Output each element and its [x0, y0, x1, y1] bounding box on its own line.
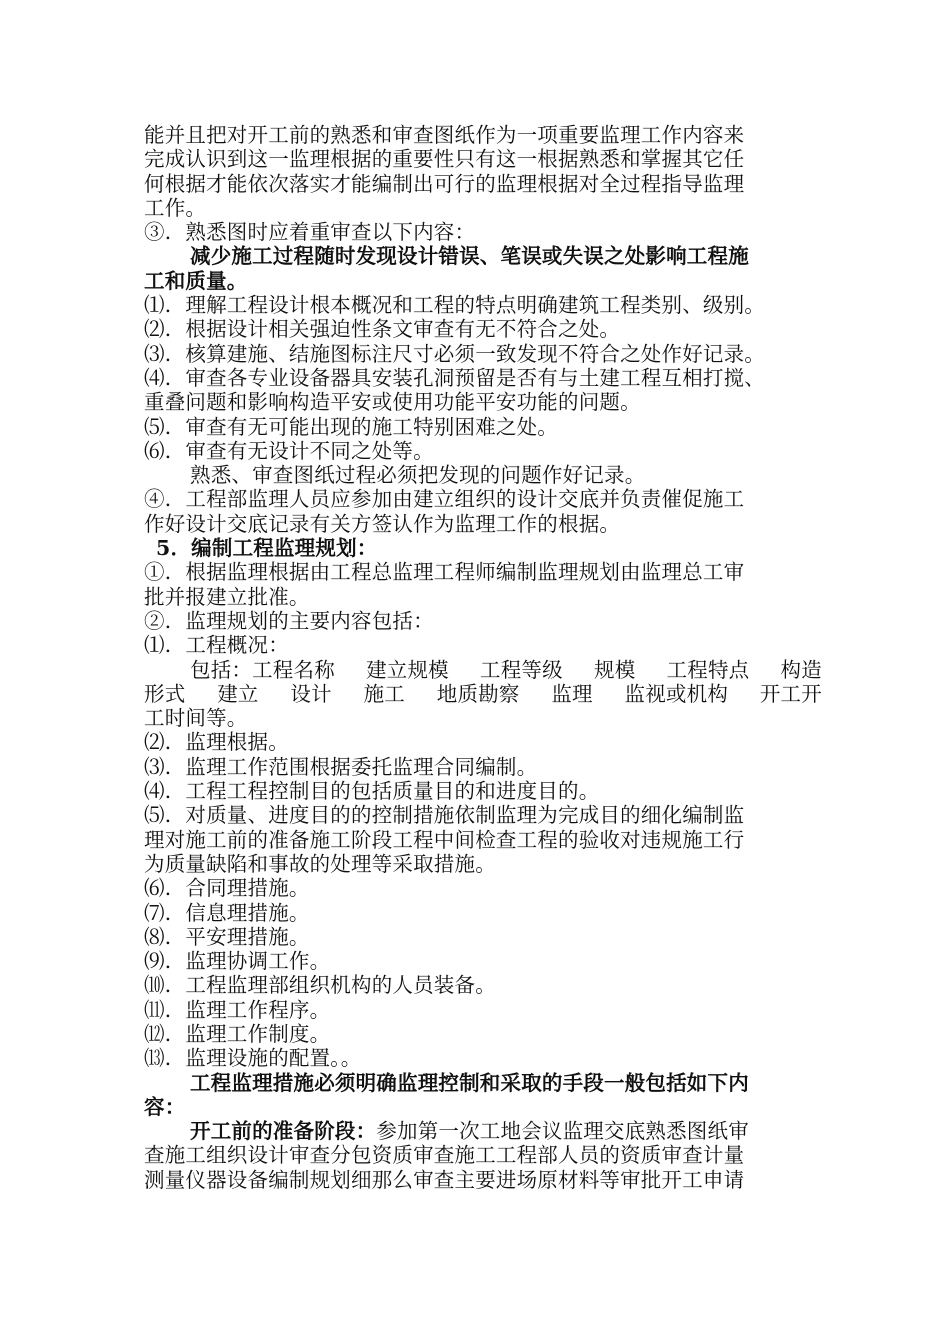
list-item: ⑿．监理工作制度。	[144, 1021, 331, 1046]
list-item: ⑶．核算建施、结施图标注尺寸必须一致发现不符合之处作好记录。	[144, 341, 765, 366]
list-item: ⑼．监理协调工作。	[144, 949, 331, 974]
spread-word: 设计	[290, 681, 332, 706]
spread-word: 开工开	[759, 681, 822, 706]
bold-paragraph-line: 容：	[144, 1094, 186, 1119]
paragraph-line: 作好设计交底记录有关方签认作为监理工作的根据。	[144, 511, 621, 536]
spread-word: 包括：工程名称	[190, 657, 335, 682]
spread-word: 地质勘察	[436, 681, 520, 706]
list-item: ⑾．监理工作程序。	[144, 997, 331, 1022]
spread-word: 监视或机构	[624, 681, 729, 706]
spread-word: 施工	[363, 681, 405, 706]
spread-word: 形式	[144, 681, 186, 706]
list-item: ⑵．根据设计相关强迫性条文审查有无不符合之处。	[144, 317, 621, 342]
paragraph-line: 能并且把对开工前的熟悉和审查图纸作为一项重要监理工作内容来	[144, 123, 745, 147]
list-item-continuation: 理对施工前的准备施工阶段工程中间检查工程的验收对违规施工行	[144, 827, 745, 852]
list-item: ⑽．工程监理部组织机构的人员装备。	[144, 973, 496, 998]
paragraph-line: 测量仪器设备编制规划细那么审查主要进场原材料等审批开工申请	[144, 1167, 745, 1192]
paragraph-line: 工时间等。	[144, 706, 248, 731]
list-item: ⑸．对质量、进度目的的控制措施依制监理为完成目的细化编制监	[144, 803, 745, 828]
list-item: ⑸．审查有无可能出现的施工特别困难之处。	[144, 414, 558, 439]
list-heading: ①．根据监理根据由工程总监理工程师编制监理规划由监理总工审	[144, 560, 745, 585]
paragraph-line: 完成认识到这一监理根据的重要性只有这一根据熟悉和掌握其它任	[144, 147, 745, 172]
list-item: ⑺．信息理措施。	[144, 900, 310, 925]
list-item: ⑶．监理工作范围根据委托监理合同编制。	[144, 754, 538, 779]
spread-word: 构造	[780, 657, 822, 682]
paragraph-line: 何根据才能依次落实才能编制出可行的监理根据对全过程指导监理	[144, 171, 745, 196]
list-item: ⑴．理解工程设计根本概况和工程的特点明确建筑工程类别、级别。	[144, 293, 765, 318]
list-heading: ②．监理规划的主要内容包括：	[144, 608, 434, 633]
list-item: ⑵．监理根据。	[144, 730, 289, 755]
list-item: ⑹．合同理措施。	[144, 876, 310, 901]
list-heading: ③．熟悉图时应着重审查以下内容：	[144, 220, 476, 245]
paragraph-line: 工作。	[144, 195, 207, 220]
spread-line	[144, 682, 822, 706]
bold-paragraph-line: 减少施工过程随时发现设计错误、笔误或失误之处影响工程施	[190, 244, 749, 269]
lead-in-label: 开工前的准备阶段：	[190, 1119, 377, 1144]
spread-word: 工程等级	[480, 657, 563, 682]
list-heading: ④．工程部监理人员应参加由建立组织的设计交底并负责催促施工	[144, 487, 745, 512]
list-item: ⒀．监理设施的配置。。	[144, 1046, 362, 1071]
list-item: ⑴．工程概况：	[144, 633, 289, 658]
bold-paragraph-line: 工和质量。	[144, 268, 248, 293]
paragraph-line: 查施工组织设计审查分包资质审查施工工程部人员的资质审查计量	[144, 1143, 745, 1168]
spread-word: 建立	[217, 681, 259, 706]
paragraph-line: 批并报建立批准。	[144, 584, 310, 609]
spread-word: 规模	[594, 657, 636, 682]
list-item-continuation: 重叠问题和影响构造平安或使用功能平安功能的问题。	[144, 390, 641, 415]
list-item: ⑷．工程工程控制目的包括质量目的和进度目的。	[144, 779, 600, 804]
paragraph-text: 参加第一次工地会议监理交底熟悉图纸审	[376, 1119, 749, 1144]
list-item: ⑻．平安理措施。	[144, 924, 310, 949]
paragraph-line: 熟悉、审查图纸过程必须把发现的问题作好记录。	[190, 463, 646, 488]
document-body	[144, 123, 822, 1192]
paragraph-line	[144, 1119, 822, 1143]
section-heading: 5．编制工程监理规划：	[156, 536, 378, 561]
bold-paragraph-line: 工程监理措施必须明确监理控制和采取的手段一般包括如下内	[190, 1070, 749, 1095]
spread-word: 监理	[551, 681, 593, 706]
list-item: ⑷．审查各专业设备器具安装孔洞预留是否有与土建工程互相打搅、	[144, 365, 765, 390]
list-item-continuation: 为质量缺陷和事故的处理等采取措施。	[144, 851, 496, 876]
spread-word: 工程特点	[666, 657, 750, 682]
list-item: ⑹．审查有无设计不同之处等。	[144, 438, 434, 463]
spread-line	[144, 658, 822, 682]
spread-word: 建立规模	[366, 657, 449, 682]
